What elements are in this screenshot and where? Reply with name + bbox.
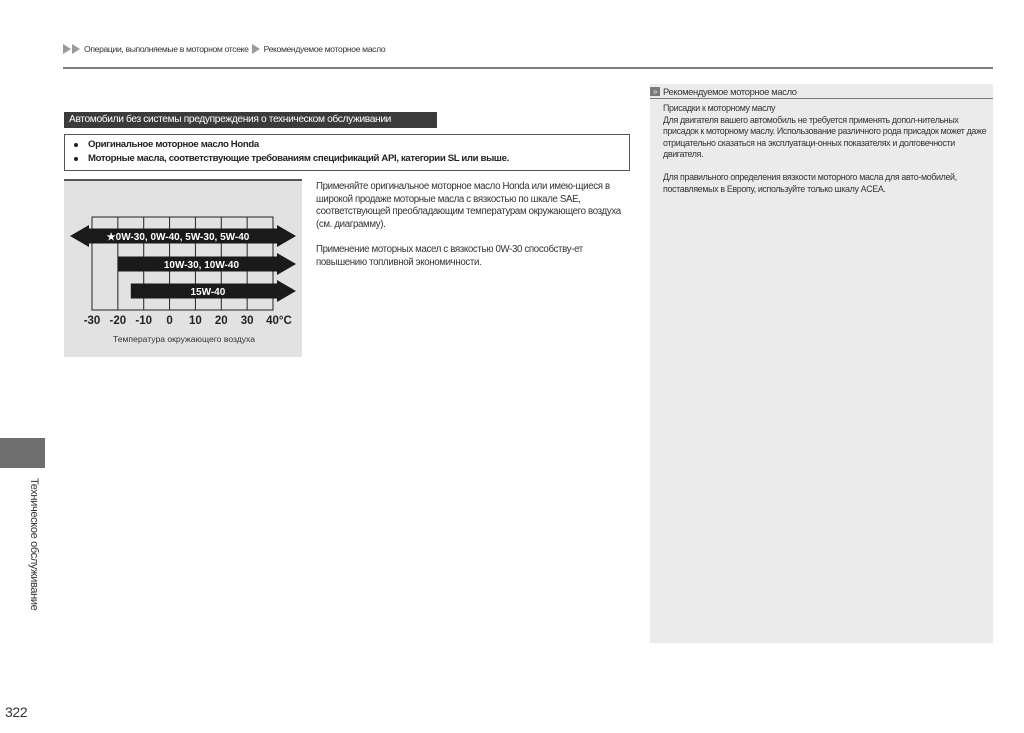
- bullet-text: Оригинальное моторное масло Honda: [88, 139, 259, 150]
- header-rule: [63, 67, 993, 69]
- sidebar-note-body: [663, 103, 988, 207]
- chart-tick-label: -10: [135, 315, 153, 327]
- page-number: 322: [5, 704, 28, 720]
- sidebar-note: [650, 84, 993, 643]
- sidebar-note-subtitle: Присадки к моторному маслу: [663, 103, 776, 113]
- double-chevron-icon: »: [650, 87, 660, 96]
- bullet-item: [73, 152, 629, 166]
- bullet-icon: [74, 157, 78, 161]
- chart-bar-label: 10W-30, 10W-40: [163, 259, 240, 271]
- triangle-icon: [72, 44, 80, 54]
- bullet-item: [73, 138, 629, 152]
- chart-xlabel: Температура окружающего воздуха: [112, 334, 256, 344]
- sidebar-note-paragraph: Для правильного определения вязкости моторного масла для авто-мобилей, поставляемых в Европу, используйте только шкалу ACEA.: [663, 172, 957, 194]
- breadcrumb-item[interactable]: Операции, выполняемые в моторном отсеке: [84, 44, 249, 54]
- triangle-icon: [63, 44, 71, 54]
- sidebar-note-header: [650, 84, 993, 99]
- chart-tick-label: 0: [166, 315, 173, 327]
- chart-bar-label: 15W-40: [190, 286, 226, 298]
- section-title: Автомобили без системы предупреждения о техническом обслуживании: [64, 112, 437, 128]
- body-text: [316, 181, 636, 283]
- body-paragraph: Применяйте оригинальное моторное масло Honda или имею-щиеся в широкой продаже моторные масла с вязкостью по шкале SAE, соответствующей преобладающим температурам окружающего воздуха (см. диаграмму).: [316, 181, 621, 230]
- sidebar-note-title: Рекомендуемое моторное масло: [663, 85, 797, 97]
- chart-tick-label: 30: [240, 315, 254, 327]
- chart-tick-label: 20: [214, 315, 228, 327]
- chart-bar-label: ★0W-30, 0W-40, 5W-30, 5W-40: [106, 231, 250, 243]
- oil-requirements-box: [64, 134, 630, 171]
- chart-tick-label: 10: [189, 315, 202, 327]
- chapter-tab[interactable]: [0, 438, 45, 468]
- viscosity-chart: [64, 179, 302, 357]
- sidebar-note-paragraph: Для двигателя вашего автомобиль не требуется применять допол-нительных присадок к моторному маслу. Использование различного рода присадок может даже отрицательно сказаться на эксплуатаци-онных показателях и долговечности двигателя.: [663, 114, 987, 159]
- breadcrumb-item[interactable]: Рекомендуемое моторное масло: [263, 44, 386, 54]
- chart-tick-label: -20: [109, 315, 127, 327]
- viscosity-chart-svg: [64, 179, 302, 357]
- breadcrumb: [63, 44, 388, 54]
- body-paragraph: Применение моторных масел с вязкостью 0W-30 способству-ет повышению топливной экономичности.: [316, 244, 583, 268]
- triangle-icon: [252, 44, 260, 54]
- chapter-label: Техническое обслуживание: [28, 478, 40, 611]
- chart-tick-label: -30: [83, 315, 101, 327]
- bullet-icon: [74, 143, 78, 147]
- bullet-text: Моторные масла, соответствующие требованиям спецификаций API, категории SL или выше.: [88, 153, 509, 164]
- chart-tick-label: 40°C: [266, 315, 292, 327]
